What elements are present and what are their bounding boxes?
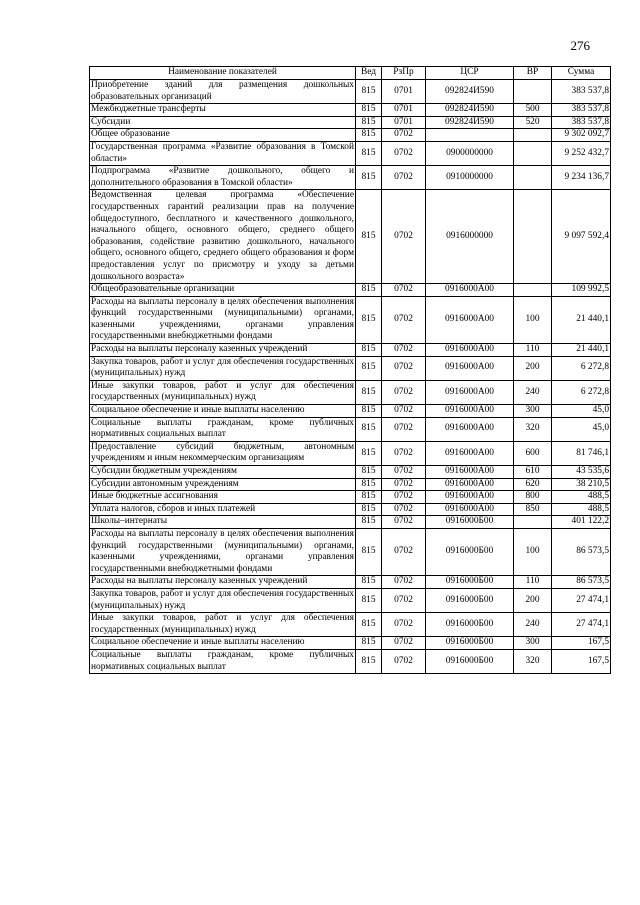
cell-rzpr: 0702 (382, 129, 426, 142)
cell-rzpr: 0702 (382, 166, 426, 190)
cell-name: Уплата налогов, сборов и иных платежей (90, 503, 356, 516)
cell-name: Социальное обеспечение и иные выплаты населению (90, 405, 356, 418)
cell-vr (514, 166, 552, 190)
cell-vr (514, 190, 552, 284)
cell-rzpr: 0702 (382, 528, 426, 575)
cell-name: Иные бюджетные ассигнования (90, 491, 356, 504)
cell-csr: 0910000000 (426, 166, 514, 190)
cell-rzpr: 0702 (382, 296, 426, 343)
cell-name: Иные закупки товаров, работ и услуг для обеспечения государственных (муниципальных) нужд (90, 613, 356, 637)
cell-name: Иные закупки товаров, работ и услуг для обеспечения государственных (муниципальных) нужд (90, 380, 356, 404)
cell-ved: 815 (356, 649, 382, 673)
cell-vr (514, 129, 552, 142)
cell-rzpr: 0702 (382, 516, 426, 529)
cell-ved: 815 (356, 516, 382, 529)
cell-vr: 850 (514, 503, 552, 516)
cell-ved: 815 (356, 441, 382, 465)
table-row (90, 576, 611, 589)
cell-rzpr: 0702 (382, 637, 426, 650)
table-row (90, 380, 611, 404)
cell-vr: 520 (514, 116, 552, 129)
cell-vr: 800 (514, 491, 552, 504)
cell-vr: 100 (514, 528, 552, 575)
cell-ved: 815 (356, 116, 382, 129)
cell-csr: 0916000Б00 (426, 516, 514, 529)
cell-ved: 815 (356, 296, 382, 343)
cell-sum: 383 537,8 (552, 80, 611, 104)
cell-rzpr: 0702 (382, 190, 426, 284)
cell-ved: 815 (356, 613, 382, 637)
cell-csr: 0916000А00 (426, 478, 514, 491)
cell-sum: 21 440,1 (552, 344, 611, 357)
cell-name: Приобретение зданий для размещения дошкольных образовательных организаций (90, 80, 356, 104)
table-row (90, 190, 611, 284)
cell-csr: 0916000Б00 (426, 576, 514, 589)
cell-sum: 45,0 (552, 417, 611, 441)
table-row (90, 613, 611, 637)
cell-rzpr: 0702 (382, 576, 426, 589)
cell-ved: 815 (356, 380, 382, 404)
cell-csr: 0916000А00 (426, 344, 514, 357)
cell-csr: 0916000Б00 (426, 528, 514, 575)
cell-name: Социальные выплаты гражданам, кроме публичных нормативных социальных выплат (90, 417, 356, 441)
budget-table (89, 66, 611, 674)
table-header-row (90, 67, 611, 80)
cell-name: Ведомственная целевая программа «Обеспечение государственных гарантий реализации прав на получение общедоступного, бесплатного и качественного дошкольного, начального общего, основного общего, среднего общего образования, содействие развитию дошкольного, начального общего, основного общего, среднего общего образования и форм предоставления услуг по присмотру и уходу за детьми дошкольного возраста» (90, 190, 356, 284)
cell-name: Субсидии (90, 116, 356, 129)
cell-csr: 0916000А00 (426, 356, 514, 380)
cell-sum: 167,5 (552, 637, 611, 650)
cell-vr: 600 (514, 441, 552, 465)
table-row (90, 129, 611, 142)
cell-name: Предоставление субсидий бюджетным, автономным учреждениям и иным некоммерческим организациям (90, 441, 356, 465)
cell-name: Закупка товаров, работ и услуг для обеспечения государственных (муниципальных) нужд (90, 356, 356, 380)
table-row (90, 356, 611, 380)
cell-vr: 320 (514, 417, 552, 441)
cell-vr: 200 (514, 588, 552, 612)
cell-name: Субсидии бюджетным учреждениям (90, 466, 356, 479)
cell-ved: 815 (356, 405, 382, 418)
cell-vr (514, 80, 552, 104)
cell-ved: 815 (356, 588, 382, 612)
cell-ved: 815 (356, 141, 382, 165)
cell-csr: 0916000Б00 (426, 588, 514, 612)
cell-vr: 300 (514, 637, 552, 650)
header-sum: Сумма (552, 67, 611, 80)
cell-sum: 43 535,6 (552, 466, 611, 479)
cell-name: Расходы на выплаты персоналу в целях обеспечения выполнения функций государственными (муниципальными) органами, казенными учреждениями, органами управления государственными внебюджетными фондами (90, 528, 356, 575)
cell-rzpr: 0702 (382, 417, 426, 441)
cell-vr (514, 141, 552, 165)
cell-sum: 9 234 136,7 (552, 166, 611, 190)
cell-csr: 0916000А00 (426, 405, 514, 418)
cell-name: Социальное обеспечение и иные выплаты населению (90, 637, 356, 650)
table-row (90, 417, 611, 441)
cell-sum: 21 440,1 (552, 296, 611, 343)
cell-vr: 300 (514, 405, 552, 418)
cell-vr: 110 (514, 576, 552, 589)
cell-ved: 815 (356, 166, 382, 190)
cell-vr (514, 516, 552, 529)
table-row (90, 528, 611, 575)
cell-sum: 81 746,1 (552, 441, 611, 465)
table-row (90, 405, 611, 418)
cell-ved: 815 (356, 637, 382, 650)
cell-csr: 0916000Б00 (426, 613, 514, 637)
cell-rzpr: 0702 (382, 491, 426, 504)
cell-sum: 27 474,1 (552, 588, 611, 612)
cell-csr: 0916000А00 (426, 441, 514, 465)
cell-csr: 092824И590 (426, 116, 514, 129)
table-row (90, 166, 611, 190)
cell-vr: 240 (514, 613, 552, 637)
cell-sum: 488,5 (552, 491, 611, 504)
cell-sum: 383 537,8 (552, 104, 611, 117)
cell-csr: 0916000000 (426, 190, 514, 284)
cell-csr: 0916000Б00 (426, 637, 514, 650)
table-row (90, 80, 611, 104)
header-name: Наименование показателей (90, 67, 356, 80)
table-row (90, 491, 611, 504)
cell-sum: 86 573,5 (552, 576, 611, 589)
table-row (90, 588, 611, 612)
cell-csr: 0916000А00 (426, 491, 514, 504)
cell-ved: 815 (356, 104, 382, 117)
cell-name: Общее образование (90, 129, 356, 142)
cell-ved: 815 (356, 356, 382, 380)
cell-csr: 0900000000 (426, 141, 514, 165)
cell-csr: 0916000А00 (426, 417, 514, 441)
cell-sum: 6 272,8 (552, 356, 611, 380)
cell-sum: 401 122,2 (552, 516, 611, 529)
cell-vr: 240 (514, 380, 552, 404)
cell-rzpr: 0701 (382, 80, 426, 104)
cell-csr: 0916000А00 (426, 503, 514, 516)
cell-sum: 109 992,5 (552, 284, 611, 297)
cell-sum: 6 272,8 (552, 380, 611, 404)
cell-sum: 45,0 (552, 405, 611, 418)
cell-ved: 815 (356, 576, 382, 589)
cell-sum: 38 210,5 (552, 478, 611, 491)
cell-sum: 9 302 092,7 (552, 129, 611, 142)
cell-rzpr: 0701 (382, 116, 426, 129)
cell-ved: 815 (356, 466, 382, 479)
cell-vr: 110 (514, 344, 552, 357)
cell-rzpr: 0702 (382, 441, 426, 465)
cell-rzpr: 0702 (382, 405, 426, 418)
cell-ved: 815 (356, 190, 382, 284)
table-row (90, 116, 611, 129)
cell-rzpr: 0702 (382, 649, 426, 673)
cell-sum: 488,5 (552, 503, 611, 516)
table-row (90, 466, 611, 479)
cell-csr: 0916000А00 (426, 284, 514, 297)
cell-ved: 815 (356, 80, 382, 104)
cell-sum: 9 097 592,4 (552, 190, 611, 284)
cell-sum: 27 474,1 (552, 613, 611, 637)
cell-rzpr: 0702 (382, 466, 426, 479)
table-row (90, 503, 611, 516)
cell-rzpr: 0701 (382, 104, 426, 117)
cell-sum: 9 252 432,7 (552, 141, 611, 165)
cell-ved: 815 (356, 284, 382, 297)
cell-sum: 86 573,5 (552, 528, 611, 575)
header-csr: ЦСР (426, 67, 514, 80)
cell-vr: 320 (514, 649, 552, 673)
cell-rzpr: 0702 (382, 613, 426, 637)
cell-vr: 500 (514, 104, 552, 117)
cell-vr: 610 (514, 466, 552, 479)
cell-rzpr: 0702 (382, 503, 426, 516)
cell-ved: 815 (356, 129, 382, 142)
cell-name: Государственная программа «Развитие образования в Томской области» (90, 141, 356, 165)
cell-ved: 815 (356, 491, 382, 504)
cell-vr: 100 (514, 296, 552, 343)
table-row (90, 104, 611, 117)
table-row (90, 296, 611, 343)
cell-csr: 0916000А00 (426, 296, 514, 343)
cell-name: Субсидии автономным учреждениям (90, 478, 356, 491)
cell-ved: 815 (356, 478, 382, 491)
cell-rzpr: 0702 (382, 344, 426, 357)
cell-ved: 815 (356, 417, 382, 441)
table-row (90, 284, 611, 297)
cell-name: Межбюджетные трансферты (90, 104, 356, 117)
cell-name: Подпрограмма «Развитие дошкольного, общего и дополнительного образования в Томской области» (90, 166, 356, 190)
cell-csr: 0916000А00 (426, 466, 514, 479)
cell-csr: 0916000А00 (426, 380, 514, 404)
cell-sum: 383 537,8 (552, 116, 611, 129)
cell-name: Общеобразовательные организации (90, 284, 356, 297)
table-row (90, 441, 611, 465)
table-row (90, 637, 611, 650)
cell-rzpr: 0702 (382, 478, 426, 491)
header-rzpr: РзПр (382, 67, 426, 80)
cell-vr: 200 (514, 356, 552, 380)
cell-vr (514, 284, 552, 297)
table-row (90, 478, 611, 491)
cell-rzpr: 0702 (382, 356, 426, 380)
table-row (90, 344, 611, 357)
cell-rzpr: 0702 (382, 588, 426, 612)
cell-name: Расходы на выплаты персоналу в целях обеспечения выполнения функций государственными (муниципальными) органами, казенными учреждениями, органами управления государственными внебюджетными фондами (90, 296, 356, 343)
cell-vr: 620 (514, 478, 552, 491)
cell-csr (426, 129, 514, 142)
cell-rzpr: 0702 (382, 284, 426, 297)
cell-name: Школы–интернаты (90, 516, 356, 529)
header-ved: Вед (356, 67, 382, 80)
cell-ved: 815 (356, 344, 382, 357)
cell-csr: 092824И590 (426, 80, 514, 104)
cell-sum: 167,5 (552, 649, 611, 673)
cell-ved: 815 (356, 503, 382, 516)
cell-csr: 0916000Б00 (426, 649, 514, 673)
cell-rzpr: 0702 (382, 380, 426, 404)
cell-name: Расходы на выплаты персоналу казенных учреждений (90, 576, 356, 589)
table-row (90, 649, 611, 673)
cell-name: Расходы на выплаты персоналу казенных учреждений (90, 344, 356, 357)
table-row (90, 516, 611, 529)
cell-csr: 092824И590 (426, 104, 514, 117)
cell-rzpr: 0702 (382, 141, 426, 165)
cell-name: Социальные выплаты гражданам, кроме публичных нормативных социальных выплат (90, 649, 356, 673)
table-row (90, 141, 611, 165)
cell-name: Закупка товаров, работ и услуг для обеспечения государственных (муниципальных) нужд (90, 588, 356, 612)
page-number: 276 (570, 38, 590, 53)
cell-ved: 815 (356, 528, 382, 575)
table-body (90, 80, 611, 674)
header-vr: ВР (514, 67, 552, 80)
